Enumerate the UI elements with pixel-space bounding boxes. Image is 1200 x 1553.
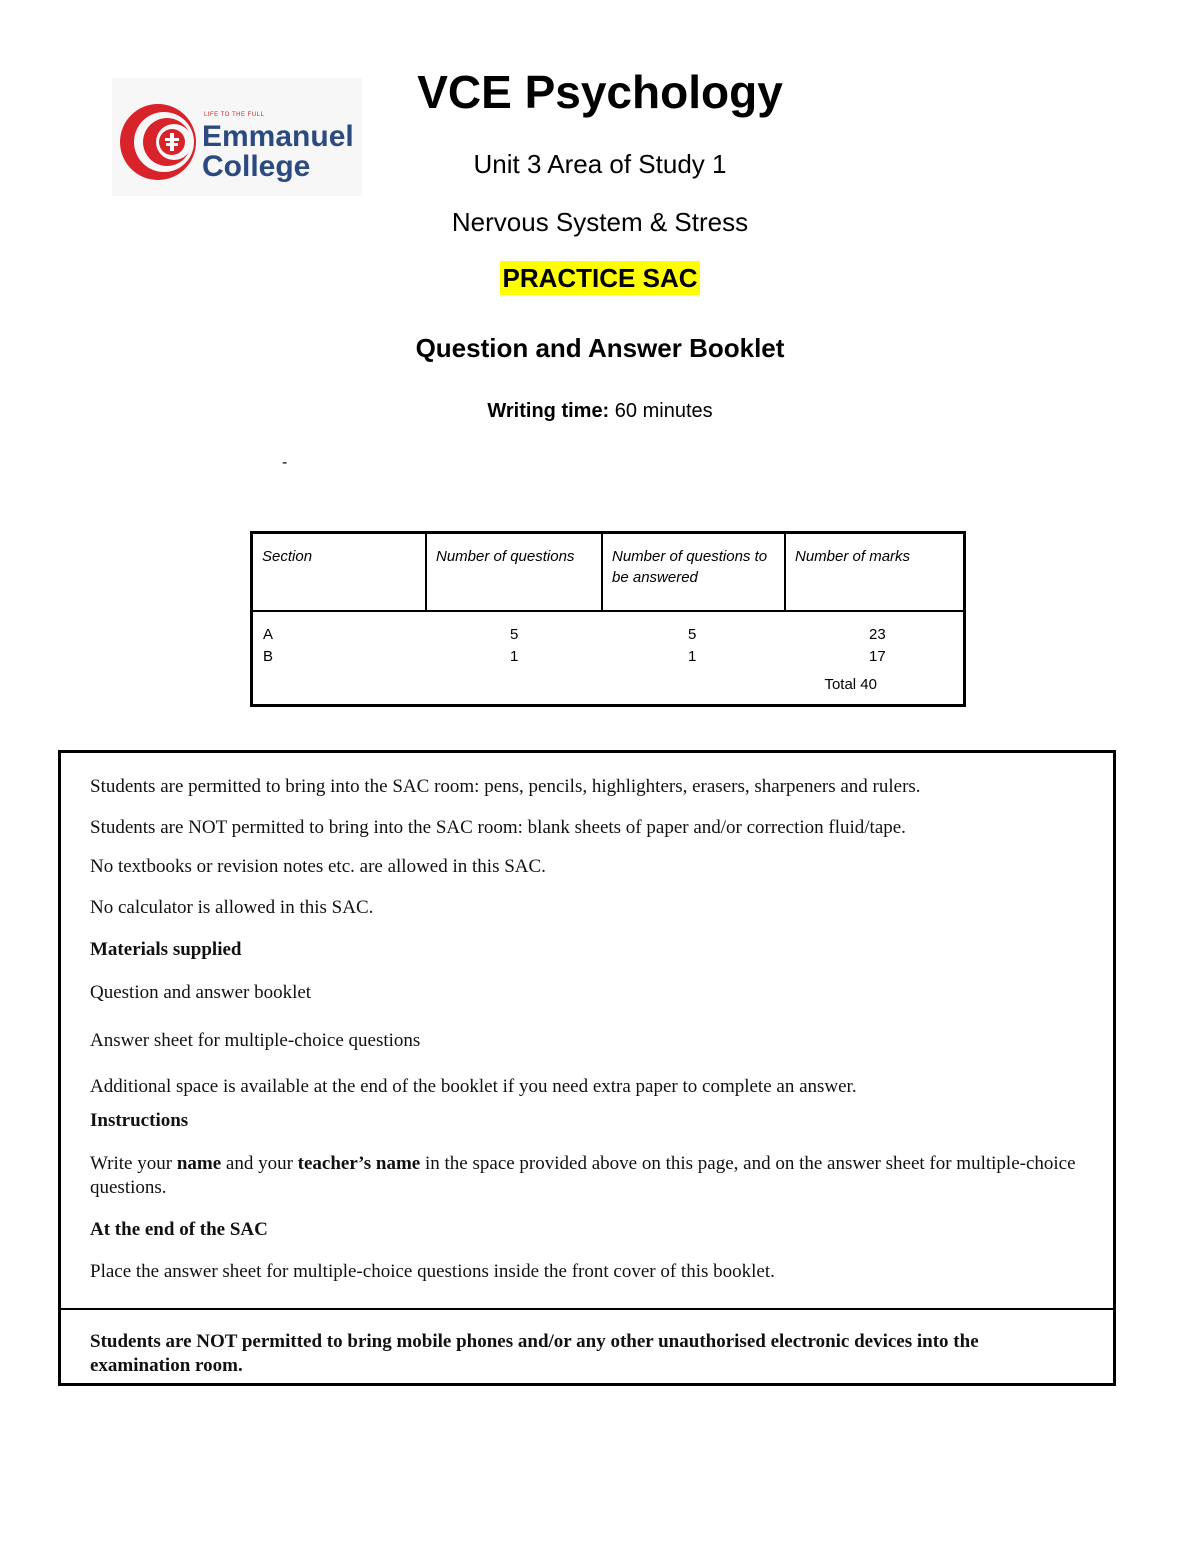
- devices-warning-text: Students are NOT permitted to bring mobile phones and/or any other unauthorised electronic devices into the examination room.: [90, 1331, 979, 1376]
- page-title: VCE Psychology: [417, 66, 783, 118]
- write-name-bold: name: [176, 1153, 222, 1174]
- marks-table: [250, 531, 966, 707]
- writing-time-value: 60 minutes: [609, 400, 713, 422]
- materials-heading: [90, 938, 1080, 962]
- instructions-heading: [90, 1109, 1080, 1133]
- write-text-3: in the space provided above on this page, and on the answer sheet for multiple-choice questions.: [90, 1153, 1076, 1198]
- logo-tagline: LIFE TO THE FULL: [204, 112, 265, 118]
- instructions-heading-text: Instructions: [90, 1110, 189, 1131]
- materials-heading-text: Materials supplied: [90, 939, 242, 960]
- row-b-questions: 1: [510, 648, 519, 666]
- row-b-section: B: [263, 648, 274, 666]
- devices-warning: [90, 1330, 1080, 1378]
- write-teacher-bold: teacher’s name: [297, 1153, 421, 1174]
- box-divider: [61, 1308, 1113, 1310]
- no-textbooks-note: No textbooks or revision notes etc. are allowed in this SAC.: [90, 856, 546, 877]
- table-total-row: [252, 668, 965, 706]
- header-section: Section: [252, 533, 427, 612]
- write-name-instruction: [90, 1152, 1080, 1200]
- row-a-section: A: [263, 626, 274, 643]
- topic-subtitle: Nervous System & Stress: [451, 207, 749, 237]
- row-b-marks: 17: [869, 648, 886, 666]
- not-permitted-items: Students are NOT permitted to bring into the SAC room: blank sheets of paper and/or correction fluid/tape.: [90, 817, 906, 838]
- row-b-answered: 1: [688, 648, 697, 666]
- write-text-1: Write your: [90, 1153, 177, 1174]
- material-booklet: Question and answer booklet: [90, 982, 312, 1003]
- row-a-marks: 23: [869, 626, 886, 643]
- end-of-sac-text: Place the answer sheet for multiple-choice questions inside the front cover of this booklet.: [90, 1261, 775, 1282]
- practice-badge: PRACTICE SAC: [502, 263, 698, 293]
- practice-badge-row: [0, 262, 1200, 299]
- table-row: [252, 611, 965, 646]
- permitted-items: Students are permitted to bring into the SAC room: pens, pencils, highlighters, erasers, sharpeners and rulers.: [90, 776, 921, 797]
- additional-space-note: Additional space is available at the end of the booklet if you need extra paper to complete an answer.: [90, 1076, 857, 1097]
- no-calculator-note: No calculator is allowed in this SAC.: [90, 897, 374, 918]
- header-answered: Number of questions to be answered: [602, 533, 785, 612]
- logo-name-line2: College: [202, 150, 311, 183]
- row-a-answered: 5: [688, 626, 697, 643]
- write-text-2: and your: [221, 1153, 298, 1174]
- writing-time-label: Writing time:: [487, 400, 610, 422]
- unit-subtitle: Unit 3 Area of Study 1: [473, 149, 727, 179]
- header-questions: Number of questions: [426, 533, 602, 612]
- writing-time: [0, 398, 1200, 424]
- row-a-questions: 5: [510, 626, 519, 643]
- total-marks: Total 40: [824, 675, 877, 693]
- header-marks: Number of marks: [785, 533, 965, 612]
- instructions-box: [58, 750, 1116, 1386]
- material-answer-sheet: Answer sheet for multiple-choice questions: [90, 1030, 421, 1051]
- end-of-sac-heading: [90, 1218, 1080, 1242]
- table-header-row: [252, 533, 965, 612]
- booklet-heading: Question and Answer Booklet: [415, 333, 785, 363]
- logo-name-line1: Emmanuel: [202, 120, 354, 153]
- stray-dash: -: [282, 454, 288, 471]
- end-of-sac-heading-text: At the end of the SAC: [90, 1219, 268, 1240]
- table-row: [252, 646, 965, 668]
